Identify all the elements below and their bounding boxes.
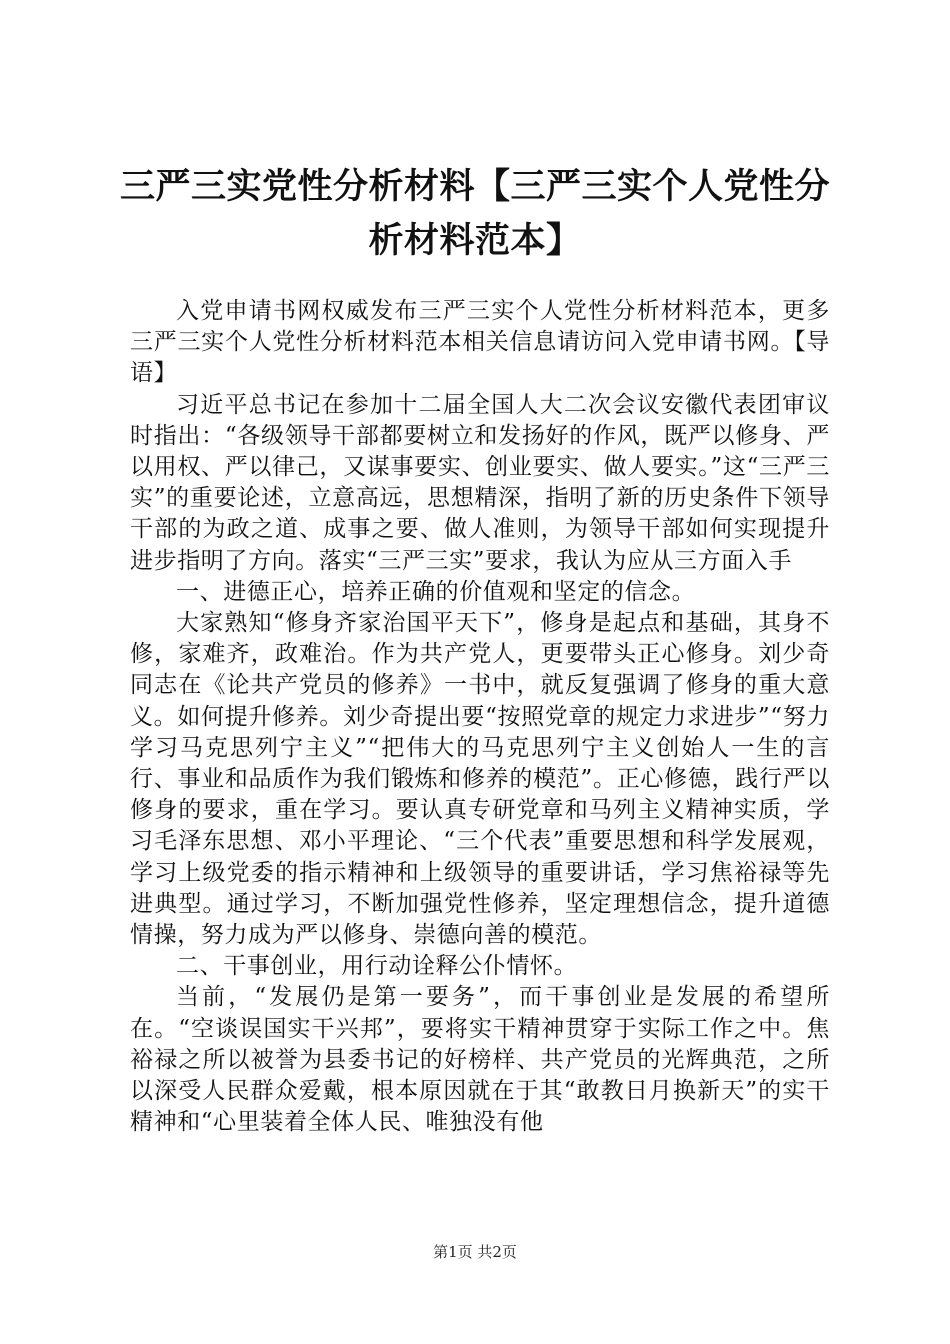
paragraph-section-1: 大家熟知“修身齐家治国平天下”，修身是起点和基础，其身不修，家难齐，政难治。作为共产党人，更要带头正心修身。刘少奇同志在《论共产党员的修养》一书中，就反复强调了修身的重大意义。如何提升修养。刘少奇提出要“按照党章的规定力求进步”“努力学习马克思列宁主义”“把伟大的马克思列宁主义创始人一生的言行、事业和品质作为我们锻炼和修养的模范”。正心修德，践行严以修身的要求，重在学习。要认真专研党章和马列主义精神实质，学习毛泽东思想、邓小平理论、“三个代表”重要思想和科学发展观，学习上级党委的指示精神和上级领导的重要讲话，学习焦裕禄等先进典型。通过学习，不断加强党性修养，坚定理想信念，提升道德情操，努力成为严以修身、崇德向善的模范。: [130, 610, 830, 949]
paragraph-section-2: 当前，“发展仍是第一要务”，而干事创业是发展的希望所在。“空谈误国实干兴邦”，要将实干精神贯穿于实际工作之中。焦裕禄之所以被誉为县委书记的好榜样、共产党员的光辉典范，之所以深受人民群众爱戴，根本原因就在于其“敢教日月换新天”的实干精神和“心里装着全体人民、唯独没有他: [130, 984, 830, 1136]
page-footer: 第1页 共2页: [433, 1243, 517, 1261]
paragraph-quote: 习近平总书记在参加十二届全国人大二次会议安徽代表团审议时指出：“各级领导干部都要树立和发扬好的作风，既严以修身、严以用权、严以律己，又谋事要实、创业要实、做人要实。”这“三严三实”的重要论述，立意高远，思想精深，指明了新的历史条件下领导干部的为政之道、成事之要、做人准则，为领导干部如何实现提升进步指明了方向。落实“三严三实”要求，我认为应从三方面入手: [130, 391, 830, 574]
section-heading-1: 一、进德正心，培养正确的价值观和坚定的信念。: [176, 578, 696, 605]
paragraph-intro: 入党申请书网权威发布三严三实个人党性分析材料范本，更多三严三实个人党性分析材料范本相关信息请访问入党申请书网。【导语】: [130, 298, 830, 387]
section-heading-2: 二、干事创业，用行动诠释公仆情怀。: [176, 953, 578, 980]
document-body: [130, 296, 830, 1138]
document-title: 三严三实党性分析材料【三严三实个人党性分析材料范本】: [119, 167, 830, 261]
